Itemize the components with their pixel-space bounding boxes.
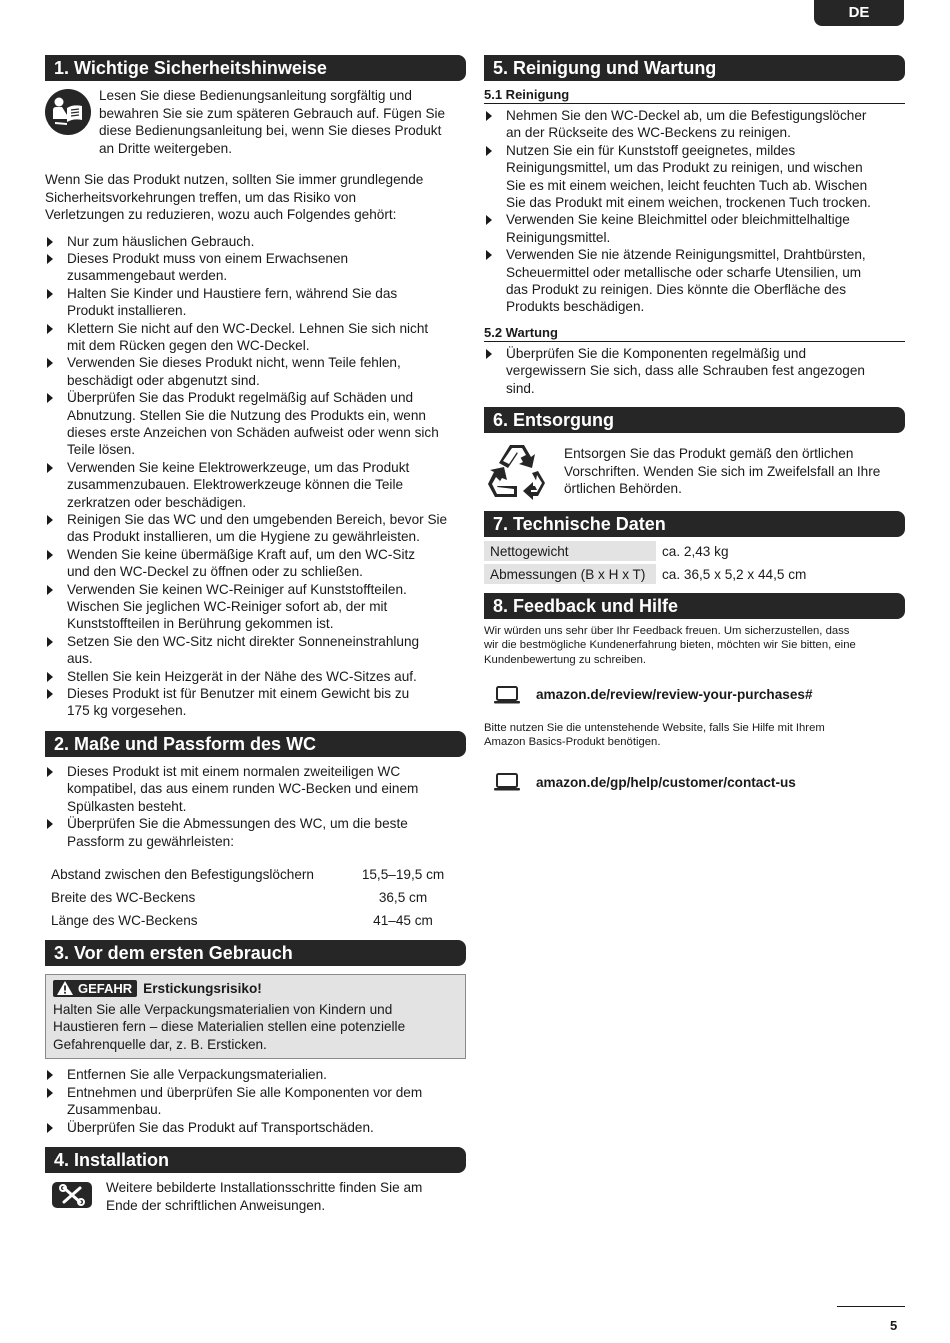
bullet-item — [45, 285, 466, 320]
section-1-header: 1. Wichtige Sicherheitshinweise — [45, 55, 466, 81]
dimension-value: 41–45 cm — [373, 912, 433, 928]
bullet-item — [45, 250, 466, 285]
left-column — [45, 55, 466, 1214]
bullet-line: zerkratzen oder beschädigen. — [67, 494, 247, 510]
bullet-line: aus. — [67, 651, 93, 667]
section-7-header: 7. Technische Daten — [484, 511, 905, 537]
bullet-line: Dieses Produkt muss von einem Erwachsenen — [67, 250, 349, 266]
bullet-line: Stellen Sie kein Heizgerät in der Nähe des WC-Sitzes auf. — [67, 668, 417, 684]
help-link[interactable]: amazon.de/gp/help/customer/contact-us — [536, 774, 796, 790]
bullet-item — [484, 246, 905, 316]
tech-label: Nettogewicht — [484, 541, 656, 561]
bullet-line: dieses erste Anzeichen von Schäden aufweist oder wenn sich — [67, 424, 439, 440]
table-row — [484, 564, 812, 584]
bullet-item — [45, 1084, 466, 1119]
bullet-line: Überprüfen Sie die Komponenten regelmäßig und — [506, 345, 807, 361]
danger-label: GEFAHR — [78, 980, 133, 996]
general-line: Wenn Sie das Produkt nutzen, sollten Sie immer grundlegende — [45, 172, 424, 187]
help-link-row[interactable] — [494, 773, 905, 791]
bullet-item — [45, 459, 466, 511]
bullet-line: Nehmen Sie den WC-Deckel ab, um die Befestigungslöcher — [506, 108, 867, 123]
table-row — [51, 886, 453, 909]
section-5-header: 5. Reinigung und Wartung — [484, 55, 905, 81]
fit-bullet-list — [45, 763, 466, 850]
bullet-item — [45, 546, 466, 581]
bullet-line: Verwenden Sie keine Bleichmittel oder bleichmittelhaltige — [506, 212, 850, 228]
bullet-line: Passform zu gewährleisten: — [67, 833, 234, 849]
bullet-line: Verwenden Sie keinen WC-Reiniger auf Kunststoffteilen. — [67, 581, 407, 597]
bullet-line: Entfernen Sie alle Verpackungsmaterialien. — [67, 1067, 327, 1083]
tech-value: ca. 36,5 x 5,2 x 44,5 cm — [662, 566, 807, 582]
danger-line: Gefahrenquelle dar, z. B. Ersticken. — [53, 1036, 267, 1052]
feedback-line: Kundenbewertung zu schreiben. — [484, 653, 647, 666]
bullet-item — [45, 320, 466, 355]
laptop-icon — [494, 686, 520, 704]
bullet-item — [45, 1066, 466, 1083]
general-safety-text — [45, 171, 466, 224]
bullet-line: Produkt installieren. — [67, 303, 187, 319]
dimension-label: Abstand zwischen den Befestigungslöchern — [51, 866, 314, 882]
bullet-line: Reinigen Sie das WC und den umgebenden Bereich, bevor Sie — [67, 512, 448, 527]
section-8-header: 8. Feedback und Hilfe — [484, 593, 905, 619]
feedback-text — [484, 624, 905, 667]
disposal-line: Vorschriften. Wenden Sie sich im Zweifelsfall an Ihre — [564, 463, 881, 479]
bullet-line: Verwenden Sie keine Elektrowerkzeuge, um das Produkt — [67, 459, 410, 475]
bullet-line: Sie das Produkt mit einem weichen, trockenen Tuch trocken. — [506, 195, 871, 211]
review-link-row[interactable] — [494, 686, 905, 704]
bullet-line: Halten Sie Kinder und Haustiere fern, während Sie das — [67, 285, 398, 301]
bullet-line: Nutzen Sie ein für Kunststoff geeignetes, mildes — [506, 142, 796, 158]
first-use-bullet-list — [45, 1066, 466, 1136]
table-row — [484, 541, 812, 561]
tech-value: ca. 2,43 kg — [662, 543, 729, 559]
page-number: 5 — [890, 1318, 898, 1333]
bullet-line: Klettern Sie nicht auf den WC-Deckel. Lehnen Sie sich nicht — [67, 320, 429, 336]
bullet-line: Abnutzung. Stellen Sie die Nutzung des Produkts ein, wenn — [67, 407, 426, 423]
bullet-item — [45, 581, 466, 633]
bullet-line: Spülkasten besteht. — [67, 798, 187, 814]
bullet-item — [45, 1119, 466, 1136]
disposal-line: örtlichen Behörden. — [564, 481, 682, 497]
danger-title: Erstickungsrisiko! — [143, 980, 262, 996]
bullet-line: Verwenden Sie dieses Produkt nicht, wenn Teile fehlen, — [67, 355, 401, 371]
dimension-value: 36,5 cm — [378, 889, 428, 905]
bullet-line: kompatibel, das aus einem runden WC-Becken und einem — [67, 781, 419, 797]
recycle-icon — [484, 441, 550, 503]
bullet-line: Kunststoffteilen in Berührung gekommen ist. — [67, 616, 334, 632]
disposal-line: Entsorgen Sie das Produkt gemäß den örtlichen — [564, 446, 854, 462]
dimension-table — [51, 863, 453, 932]
bullet-line: beschädigt oder abgenutzt sind. — [67, 372, 260, 388]
cleaning-bullet-list — [484, 107, 905, 316]
bullet-line: Dieses Produkt ist mit einem normalen zweiteiligen WC — [67, 763, 401, 779]
bullet-item — [45, 233, 466, 250]
bullet-line: Nur zum häuslichen Gebrauch. — [67, 233, 255, 249]
bullet-line: Dieses Produkt ist für Benutzer mit einem Gewicht bis zu — [67, 686, 410, 702]
bullet-item — [45, 763, 466, 815]
bullet-line: Reinigungsmittel. — [506, 229, 611, 245]
bullet-line: Zusammenbau. — [67, 1102, 162, 1118]
bullet-line: zusammengebaut werden. — [67, 268, 228, 284]
danger-badge — [53, 980, 137, 997]
help-line: Amazon Basics-Produkt benötigen. — [484, 735, 661, 748]
help-line: Bitte nutzen Sie die untenstehende Website, falls Sie Hilfe mit Ihrem — [484, 721, 825, 734]
intro-line: diese Bedienungsanleitung bei, wenn Sie dieses Produkt — [99, 123, 442, 138]
read-manual-icon — [45, 89, 91, 135]
bullet-line: zusammenzubauen. Elektrowerkzeuge können die Teile — [67, 477, 404, 493]
laptop-icon — [494, 773, 520, 791]
tech-label: Abmessungen (B x H x T) — [484, 564, 656, 584]
bullet-line: Verwenden Sie nie ätzende Reinigungsmittel, Drahtbürsten, — [506, 247, 866, 263]
bullet-line: Wenden Sie keine übermäßige Kraft auf, um den WC-Sitz — [67, 546, 416, 562]
intro-line: an Dritte weitergeben. — [99, 140, 232, 156]
section-2-header: 2. Maße und Passform des WC — [45, 731, 466, 757]
intro-line: bewahren Sie sie zum späteren Gebrauch auf. Fügen Sie — [99, 105, 446, 121]
installation-line: Ende der schriftlichen Anweisungen. — [106, 1197, 326, 1213]
bullet-line: Produkts beschädigen. — [506, 299, 645, 315]
bullet-line: Reinigungsmittel, um das Produkt zu reinigen, und wischen — [506, 160, 863, 176]
warning-triangle-icon — [57, 981, 73, 995]
table-row — [51, 909, 453, 932]
table-row — [51, 863, 453, 886]
bullet-item — [484, 211, 905, 246]
general-line: Verletzungen zu reduzieren, wozu auch Folgendes gehört: — [45, 207, 397, 222]
tools-icon — [52, 1182, 92, 1208]
cleaning-subheader: 5.1 Reinigung — [484, 87, 905, 104]
dimension-label: Breite des WC-Beckens — [51, 889, 196, 905]
bullet-line: Wischen Sie jeglichen WC-Reiniger sofort ab, der mit — [67, 599, 388, 615]
bullet-line: Überprüfen Sie das Produkt auf Transportschäden. — [67, 1119, 374, 1135]
bullet-item — [484, 345, 905, 397]
dimension-value: 15,5–19,5 cm — [361, 866, 445, 882]
bullet-line: Überprüfen Sie das Produkt regelmäßig auf Schäden und — [67, 390, 414, 406]
bullet-line: vergewissern Sie sich, dass alle Schrauben fest angezogen — [506, 363, 865, 379]
feedback-line: wir die bestmögliche Kundenerfahrung bieten, möchten wir Sie bitten, eine — [484, 639, 856, 652]
section-4-header: 4. Installation — [45, 1147, 466, 1173]
installation-notice — [45, 1179, 466, 1214]
bullet-line: das Produkt installieren, um die Hygiene zu gewährleisten. — [67, 529, 420, 545]
disposal-notice — [484, 439, 905, 503]
feedback-line: Wir würden uns sehr über Ihr Feedback freuen. Um sicherzustellen, dass — [484, 625, 850, 638]
bullet-item — [45, 685, 466, 720]
bullet-line: Überprüfen Sie die Abmessungen des WC, um die beste — [67, 816, 408, 832]
bullet-line: Scheuermittel oder metallische oder scharfe Utensilien, um — [506, 264, 862, 280]
safety-bullet-list — [45, 233, 466, 720]
read-manual-notice — [45, 87, 466, 157]
danger-heading — [53, 980, 458, 997]
bullet-line: und den WC-Deckel zu öffnen oder zu schließen. — [67, 564, 363, 580]
bullet-line: sind. — [506, 380, 535, 396]
bullet-item — [484, 107, 905, 142]
bullet-item — [45, 668, 466, 685]
bullet-item — [45, 389, 466, 459]
general-line: Sicherheitsvorkehrungen treffen, um das Risiko von — [45, 189, 357, 205]
bullet-item — [45, 815, 466, 850]
maintenance-bullet-list — [484, 345, 905, 397]
bullet-line: das Produkt zu reinigen. Dies könnte die Oberfläche des — [506, 282, 847, 298]
bullet-item — [484, 142, 905, 212]
bullet-line: an der Rückseite des WC-Beckens zu reinigen. — [506, 125, 791, 141]
danger-line: Halten Sie alle Verpackungsmaterialien von Kindern und — [53, 1001, 393, 1017]
dimension-label: Länge des WC-Beckens — [51, 912, 198, 928]
installation-line: Weitere bebilderte Installationsschritte finden Sie am — [106, 1180, 423, 1196]
intro-line: Lesen Sie diese Bedienungsanleitung sorgfältig und — [99, 88, 412, 103]
review-link[interactable]: amazon.de/review/review-your-purchases# — [536, 687, 813, 703]
footer-rule — [837, 1306, 905, 1307]
danger-box — [45, 974, 466, 1060]
bullet-line: Sie es mit einem weichen, leicht feuchten Tuch ab. Wischen — [506, 177, 868, 193]
language-tab: DE — [814, 0, 904, 26]
section-3-header: 3. Vor dem ersten Gebrauch — [45, 940, 466, 966]
bullet-item — [45, 354, 466, 389]
maintenance-subheader: 5.2 Wartung — [484, 325, 905, 342]
bullet-line: Entnehmen und überprüfen Sie alle Komponenten vor dem — [67, 1084, 423, 1100]
bullet-line: Setzen Sie den WC-Sitz nicht direkter Sonneneinstrahlung — [67, 633, 420, 649]
bullet-item — [45, 511, 466, 546]
danger-line: Haustieren fern – diese Materialien stellen eine potenzielle — [53, 1019, 406, 1035]
section-6-header: 6. Entsorgung — [484, 407, 905, 433]
tech-data-table — [484, 538, 812, 587]
bullet-line: mit dem Rücken gegen den WC-Deckel. — [67, 337, 310, 353]
right-column — [484, 55, 905, 791]
bullet-line: Teile lösen. — [67, 442, 136, 458]
help-text — [484, 721, 905, 749]
bullet-line: 175 kg vorgesehen. — [67, 703, 187, 719]
bullet-item — [45, 633, 466, 668]
